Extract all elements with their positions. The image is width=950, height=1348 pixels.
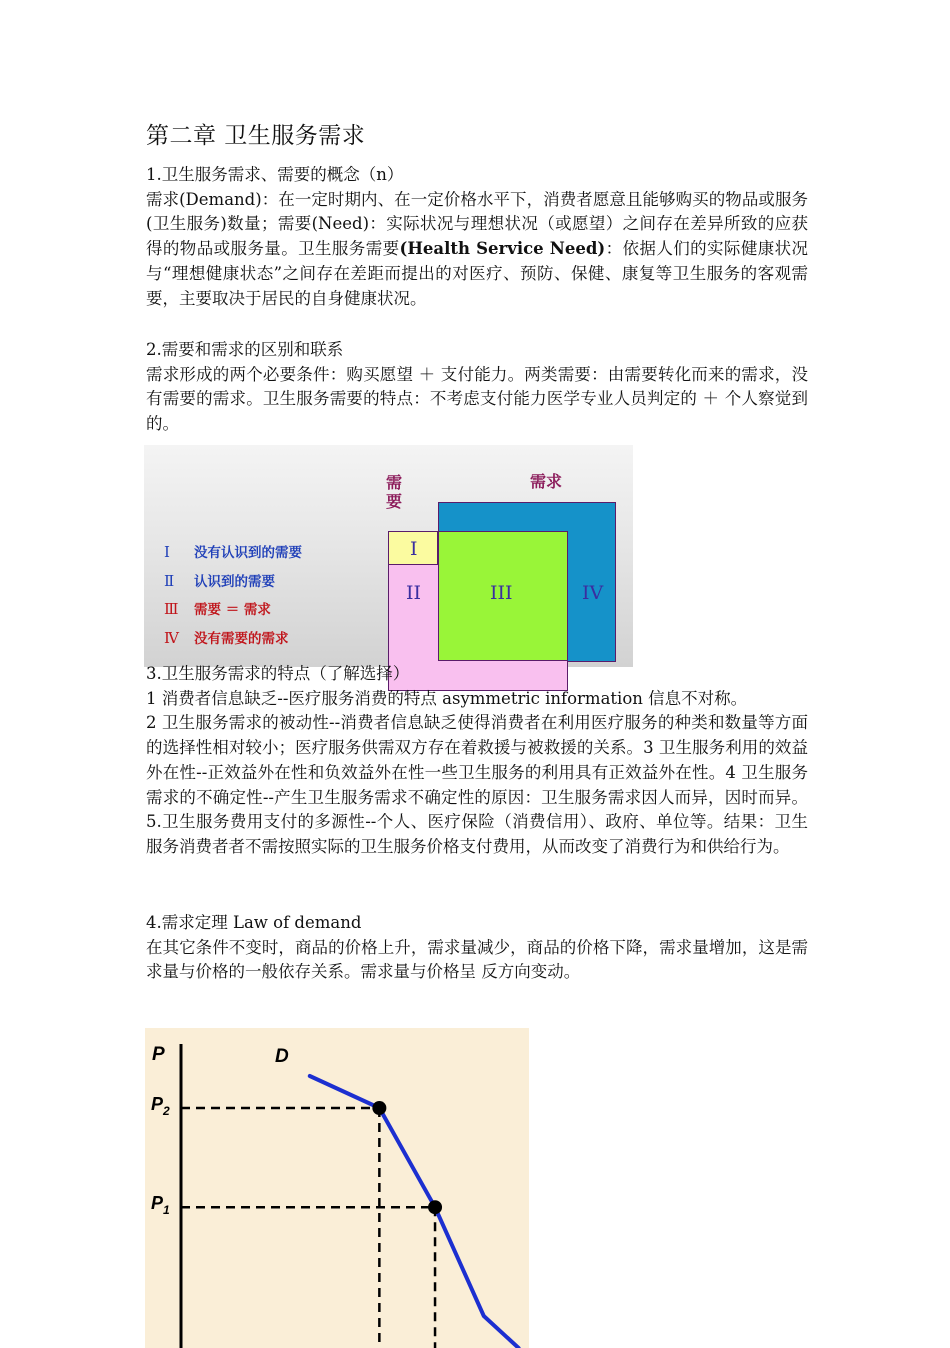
section-1-body: 需求(Demand)：在一定时期内、在一定价格水平下，消费者愿意且能够购买的物品或服务(卫生服务)数量；需要(Need)：实际状况与理想状况（或愿望）之间存在差异所致的应获得的物品或服务量。卫生服务需要(Health Service Need)：依据人们的实际健康状况与“理想健康状态”之间存在差距而提出的对医疗、预防、保健、康复等卫生服务的客观需要，主要取决于居民的自身健康状况。 [146,189,809,308]
section-4 [146,911,808,985]
legend-item-3: Ⅲ 需要 ＝ 需求 [164,600,271,618]
section-1-heading: 1.卫生服务需求、需要的概念（n） [146,165,404,184]
y-tick-label-p2: $P_2$ [151,1094,170,1118]
need-label: 需要 [386,473,403,511]
page-title: 第二章 卫生服务需求 [146,123,366,149]
region-label-iv: IV [582,582,604,604]
demand-curve-chart [145,1028,529,1348]
section-3 [146,662,808,860]
section-3-heading: 3.卫生服务需求的特点（了解选择） [146,664,410,683]
section-1 [146,163,808,311]
section-3-line-1: 1 消费者信息缺乏--医疗服务消费的特点 asymmetric information 信息不对称。 [146,688,748,708]
demand-curve-svg [145,1028,529,1348]
y-axis-label: P [152,1044,165,1065]
demand-point-p2 [372,1101,386,1115]
region-label-iii: III [490,582,513,604]
region-label-i: I [410,538,418,560]
demand-label: 需求 [530,472,563,491]
demand-point-p1 [428,1200,442,1214]
y-tick-label-p1: $P_1$ [151,1193,170,1218]
section-2-heading: 2.需要和需求的区别和联系 [146,340,344,359]
section-2-body: 需求形成的两个必要条件：购买愿望 ＋ 支付能力。两类需要：由需要转化而来的需求，没有需要的需求。卫生服务需要的特点：不考虑支付能力医学专业人员判定的 ＋ 个人察觉到的。 [146,364,808,434]
legend-item-2: Ⅱ 认识到的需要 [164,572,275,590]
section-2 [146,338,808,437]
legend-item-1: Ⅰ 没有认识到的需要 [164,543,302,561]
region-label-ii: II [406,582,422,604]
section-3-body: 2 卫生服务需求的被动性--消费者信息缺乏使得消费者在利用医疗服务的种类和数量等方面的选择性相对较小；医疗服务供需双方存在着救援与被救援的关系。3 卫生服务利用的效益外在性--正效益外在性和负效益外在性一些卫生服务的利用具有正效益外在性。4 卫生服务需求的不确定性--产生卫生服务需求不确定性的原因：卫生服务需求因人而异，因时而异。5.卫生服务费用支付的多源性--个人、医疗保险（消费信用）、政府、单位等。结果：卫生服务消费者者不需按照实际的卫生服务价格支付费用，从而改变了消费行为和供给行为。 [146,713,808,856]
demand-curve-line [310,1076,519,1348]
need-demand-venn-diagram [144,445,633,667]
demand-curve-label: D [275,1046,289,1067]
section-4-body: 在其它条件不变时，商品的价格上升，需求量减少，商品的价格下降，需求量增加，这是需求量与价格的一般依存关系。需求量与价格呈 反方向变动。 [146,937,808,982]
legend-item-4: Ⅳ 没有需要的需求 [164,629,289,647]
section-4-heading: 4.需求定理 Law of demand [146,913,362,932]
